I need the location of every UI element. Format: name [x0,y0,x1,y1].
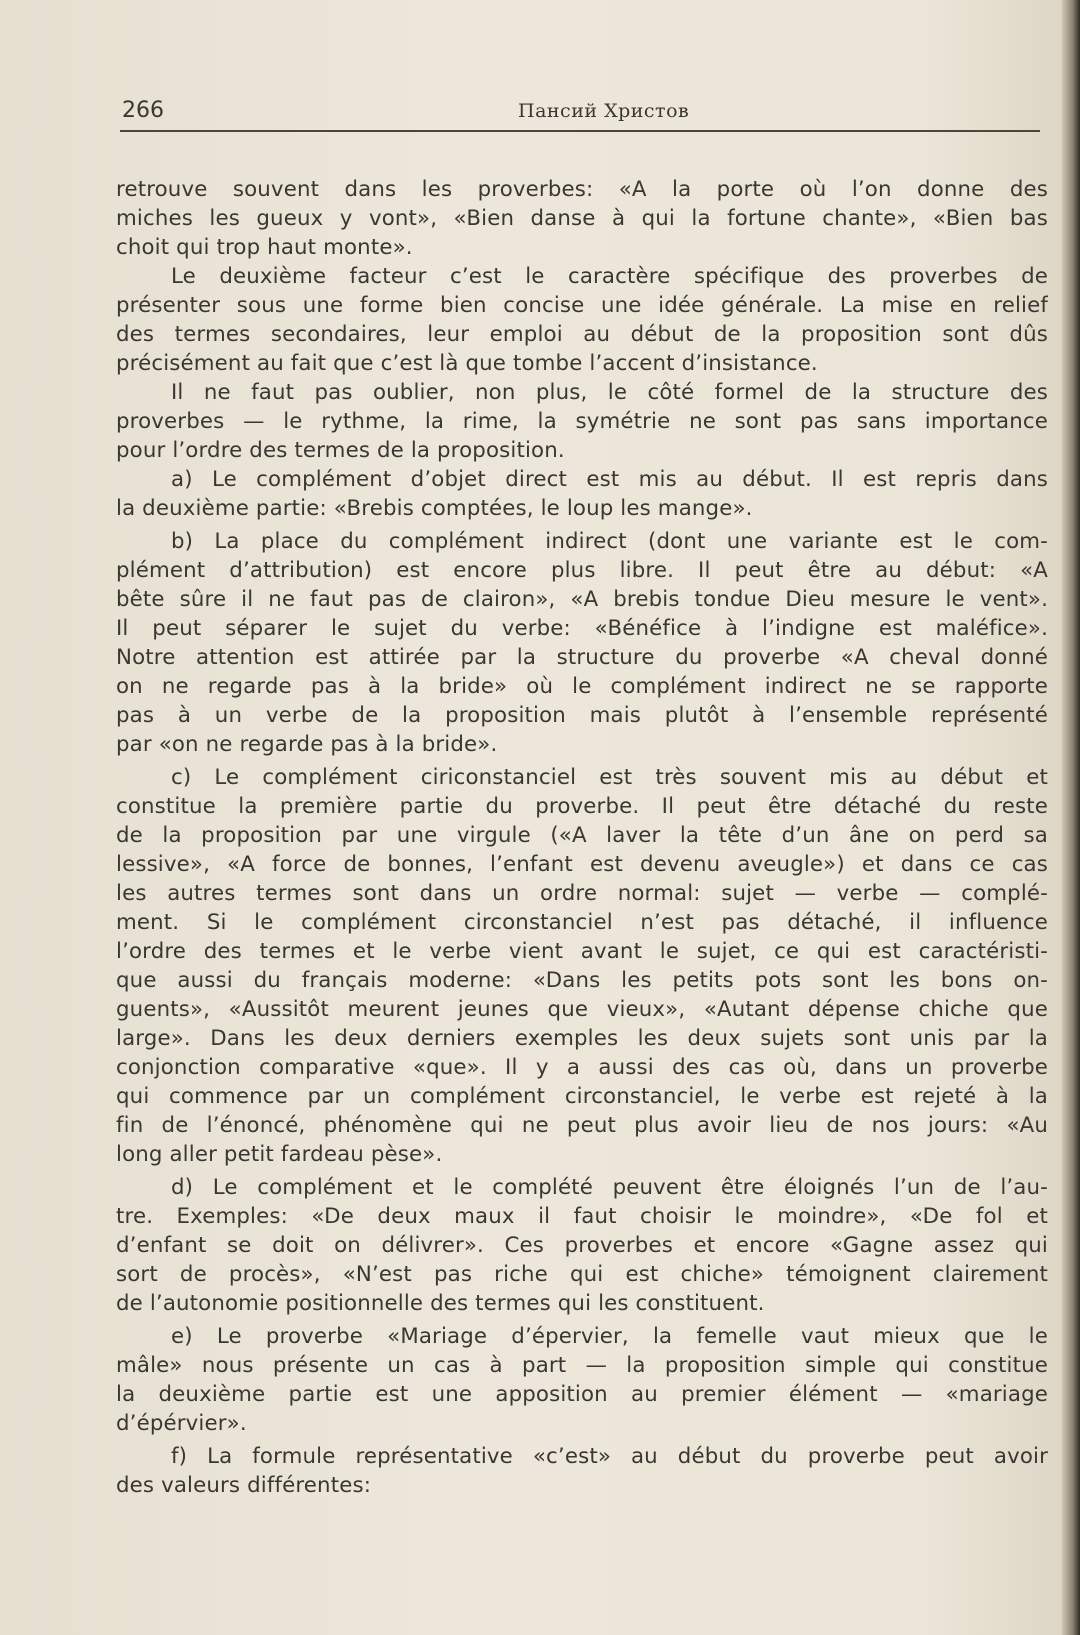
text-line: que aussi du français moderne: «Dans les petits pots sont les bons on- [116,968,1048,993]
text-line: l’ordre des termes et le verbe vient avant le sujet, ce qui est caractéristi- [116,939,1048,964]
text-line: des termes secondaires, leur emploi au début de la proposition sont dûs [116,322,1048,347]
text-line: la deuxième partie: «Brebis comptées, le loup les mange». [116,496,753,521]
text-line: tre. Exemples: «De deux maux il faut choisir le moindre», «De fol et [116,1204,1048,1229]
running-title: Пансий Христов [518,100,690,122]
book-spine-edge [1062,0,1080,1635]
text-line: large». Dans les deux derniers exemples les deux sujets sont unis par la [116,1026,1048,1051]
text-line: d’enfant se doit on délivrer». Ces proverbes et encore «Gagne assez qui [116,1233,1048,1258]
text-line: Notre attention est attirée par la structure du proverbe «A cheval donné [116,645,1048,670]
text-line: retrouve souvent dans les proverbes: «A la porte où l’on donne des [116,177,1048,202]
text-line: c) Le complément ciriconstanciel est très souvent mis au début et [171,765,1048,790]
text-line: plément d’attribution) est encore plus libre. Il peut être au début: «A [116,558,1048,583]
text-line: b) La place du complément indirect (dont une variante est le com- [171,529,1048,554]
text-line: d) Le complément et le complété peuvent être éloignés l’un de l’au- [171,1175,1048,1200]
text-line: constitue la première partie du proverbe. Il peut être détaché du reste [116,794,1048,819]
page-number: 266 [122,98,164,123]
text-line: Il peut séparer le sujet du verbe: «Bénéfice à l’indigne est maléfice». [116,616,1048,641]
text-line: long aller petit fardeau pèse». [116,1142,443,1167]
page-header [120,92,1040,132]
text-line: guents», «Aussitôt meurent jeunes que vieux», «Autant dépense chiche que [116,997,1048,1022]
text-line: d’épérvier». [116,1411,247,1436]
text-line: a) Le complément d’objet direct est mis au début. Il est repris dans [171,467,1048,492]
text-line: les autres termes sont dans un ordre normal: sujet — verbe — complé- [116,881,1048,906]
text-line: de l’autonomie positionnelle des termes qui les constituent. [116,1291,765,1316]
text-line: précisément au fait que c’est là que tombe l’accent d’insistance. [116,351,818,376]
text-line: des valeurs différentes: [116,1473,372,1498]
text-line: Le deuxième facteur c’est le caractère spécifique des proverbes de [171,264,1048,289]
text-line: conjonction comparative «que». Il y a aussi des cas où, dans un proverbe [116,1055,1048,1080]
text-line: fin de l’énoncé, phénomène qui ne peut plus avoir lieu de nos jours: «Au [116,1113,1048,1138]
body-text [116,175,1048,1500]
text-line: présenter sous une forme bien concise une idée générale. La mise en relief [116,293,1048,318]
text-line: la deuxième partie est une apposition au premier élément — «mariage [116,1382,1048,1407]
header-rule [120,130,1040,132]
text-line: choit qui trop haut monte». [116,235,413,260]
text-line: miches les gueux y vont», «Bien danse à qui la fortune chante», «Bien bas [116,206,1048,231]
text-line: e) Le proverbe «Mariage d’épervier, la femelle vaut mieux que le [171,1324,1048,1349]
text-line: sort de procès», «N’est pas riche qui est chiche» témoignent clairement [116,1262,1048,1287]
text-line: f) La formule représentative «c’est» au début du proverbe peut avoir [171,1444,1048,1469]
text-line: proverbes — le rythme, la rime, la symétrie ne sont pas sans importance [116,409,1048,434]
text-line: pas à un verbe de la proposition mais plutôt à l’ensemble représenté [116,703,1048,728]
text-line: pour l’ordre des termes de la proposition. [116,438,565,463]
text-line: mâle» nous présente un cas à part — la proposition simple qui constitue [116,1353,1048,1378]
text-line: qui commence par un complément circonstanciel, le verbe est rejeté à la [116,1084,1048,1109]
text-line: Il ne faut pas oublier, non plus, le côté formel de la structure des [171,380,1048,405]
text-line: ment. Si le complément circonstanciel n’est pas détaché, il influence [116,910,1048,935]
text-line: bête sûre il ne faut pas de clairon», «A brebis tondue Dieu mesure le vent». [116,587,1048,612]
text-line: de la proposition par une virgule («A laver la tête d’un âne on perd sa [116,823,1048,848]
text-line: lessive», «A force de bonnes, l’enfant est devenu aveugle») et dans ce cas [116,852,1048,877]
text-line: par «on ne regarde pas à la bride». [116,732,498,757]
text-line: on ne regarde pas à la bride» où le complément indirect ne se rapporte [116,674,1048,699]
